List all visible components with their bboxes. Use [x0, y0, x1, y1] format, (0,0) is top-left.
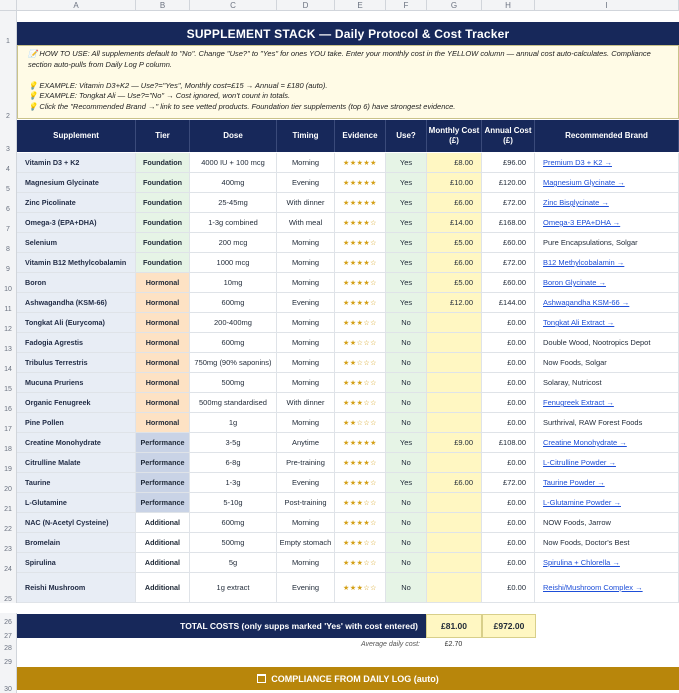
monthly-cost-input[interactable]: £6.00: [427, 253, 482, 273]
monthly-cost-input[interactable]: [427, 513, 482, 533]
how-to-use-note: [17, 45, 679, 119]
evidence-rating[interactable]: ★★★☆☆: [335, 533, 386, 553]
tier-badge[interactable]: Hormonal: [136, 413, 190, 433]
brand-cell[interactable]: [535, 213, 679, 233]
dose-cell[interactable]: 200-400mg: [190, 313, 277, 333]
evidence-rating[interactable]: ★★★☆☆: [335, 313, 386, 333]
monthly-cost-input[interactable]: [427, 313, 482, 333]
row-number[interactable]: 18: [0, 433, 17, 453]
annual-cost-cell[interactable]: £0.00: [482, 393, 535, 413]
evidence-rating[interactable]: ★★☆☆☆: [335, 353, 386, 373]
annual-cost-cell[interactable]: £0.00: [482, 513, 535, 533]
monthly-cost-input[interactable]: £10.00: [427, 173, 482, 193]
evidence-rating[interactable]: ★★★☆☆: [335, 573, 386, 603]
row-number[interactable]: 4: [0, 153, 17, 173]
use-dropdown[interactable]: No: [386, 453, 427, 473]
brand-cell[interactable]: Pure Encapsulations, Solgar: [535, 233, 679, 253]
tier-badge[interactable]: Hormonal: [136, 393, 190, 413]
supplement-name[interactable]: Spirulina: [17, 553, 136, 573]
timing-cell[interactable]: Evening: [277, 473, 335, 493]
supplement-name[interactable]: Pine Pollen: [17, 413, 136, 433]
header-tier: Tier: [136, 120, 190, 152]
timing-cell[interactable]: With meal: [277, 213, 335, 233]
annual-cost-cell[interactable]: £72.00: [482, 193, 535, 213]
brand-cell[interactable]: [535, 173, 679, 193]
brand-cell[interactable]: Surthrival, RAW Forest Foods: [535, 413, 679, 433]
row-number[interactable]: 20: [0, 473, 17, 493]
monthly-cost-input[interactable]: [427, 533, 482, 553]
use-dropdown[interactable]: No: [386, 493, 427, 513]
brand-link[interactable]: Spirulina + Chlorella →: [543, 558, 620, 567]
column-header-d[interactable]: D: [277, 0, 335, 11]
tier-badge[interactable]: Foundation: [136, 213, 190, 233]
evidence-rating[interactable]: ★★★★☆: [335, 233, 386, 253]
timing-cell[interactable]: Morning: [277, 413, 335, 433]
monthly-cost-input[interactable]: £6.00: [427, 193, 482, 213]
timing-cell[interactable]: Pre-training: [277, 453, 335, 473]
supplement-name[interactable]: Creatine Monohydrate: [17, 433, 136, 453]
monthly-cost-input[interactable]: [427, 553, 482, 573]
annual-cost-cell[interactable]: £0.00: [482, 413, 535, 433]
tier-badge[interactable]: Foundation: [136, 193, 190, 213]
timing-cell[interactable]: Morning: [277, 253, 335, 273]
tier-badge[interactable]: Foundation: [136, 153, 190, 173]
timing-cell[interactable]: Morning: [277, 513, 335, 533]
use-dropdown[interactable]: Yes: [386, 433, 427, 453]
supplement-name[interactable]: Zinc Picolinate: [17, 193, 136, 213]
compliance-label: COMPLIANCE FROM DAILY LOG (auto): [271, 673, 439, 684]
monthly-cost-input[interactable]: £5.00: [427, 273, 482, 293]
tier-badge[interactable]: Foundation: [136, 253, 190, 273]
brand-cell[interactable]: [535, 313, 679, 333]
note-line: 💡 EXAMPLE: Tongkat Ali — Use?="No" → Cost ignored, won't count in totals.: [28, 91, 291, 101]
dose-cell[interactable]: 25-45mg: [190, 193, 277, 213]
brand-link[interactable]: Ashwagandha KSM-66 →: [543, 298, 630, 307]
dose-cell[interactable]: 600mg: [190, 293, 277, 313]
dose-cell[interactable]: 600mg: [190, 333, 277, 353]
evidence-rating[interactable]: ★★★★★: [335, 173, 386, 193]
use-dropdown[interactable]: No: [386, 313, 427, 333]
average-daily-cost-label: Average daily cost:: [360, 641, 420, 648]
evidence-rating[interactable]: ★★★☆☆: [335, 553, 386, 573]
brand-cell[interactable]: Double Wood, Nootropics Depot: [535, 333, 679, 353]
dose-cell[interactable]: 750mg (90% saponins): [190, 353, 277, 373]
use-dropdown[interactable]: Yes: [386, 173, 427, 193]
row-number[interactable]: 3: [0, 120, 17, 153]
brand-cell[interactable]: [535, 153, 679, 173]
supplement-name[interactable]: Bromelain: [17, 533, 136, 553]
dose-cell[interactable]: 200 mcg: [190, 233, 277, 253]
tier-badge[interactable]: Foundation: [136, 173, 190, 193]
use-dropdown[interactable]: Yes: [386, 473, 427, 493]
brand-cell[interactable]: Now Foods, Solgar: [535, 353, 679, 373]
total-costs-label: TOTAL COSTS (only supps marked 'Yes' with cost entered): [17, 614, 426, 638]
evidence-rating[interactable]: ★★★★★: [335, 193, 386, 213]
tier-badge[interactable]: Hormonal: [136, 293, 190, 313]
supplement-name[interactable]: Tongkat Ali (Eurycoma): [17, 313, 136, 333]
timing-cell[interactable]: Post-training: [277, 493, 335, 513]
timing-cell[interactable]: With dinner: [277, 193, 335, 213]
column-header-i[interactable]: I: [535, 0, 679, 11]
dose-cell[interactable]: 6-8g: [190, 453, 277, 473]
row-number[interactable]: 10: [0, 273, 17, 293]
header-timing: Timing: [277, 120, 335, 152]
use-dropdown[interactable]: Yes: [386, 293, 427, 313]
column-header-h[interactable]: H: [482, 0, 535, 11]
brand-link[interactable]: Creatine Monohydrate →: [543, 438, 627, 447]
use-dropdown[interactable]: Yes: [386, 273, 427, 293]
timing-cell[interactable]: Evening: [277, 293, 335, 313]
tier-badge[interactable]: Hormonal: [136, 353, 190, 373]
row-number[interactable]: 12: [0, 313, 17, 333]
column-header-f[interactable]: F: [386, 0, 427, 11]
row-number[interactable]: 29: [0, 652, 17, 666]
evidence-rating[interactable]: ★★☆☆☆: [335, 333, 386, 353]
use-dropdown[interactable]: Yes: [386, 233, 427, 253]
brand-cell[interactable]: [535, 573, 679, 603]
use-dropdown[interactable]: Yes: [386, 253, 427, 273]
annual-cost-cell[interactable]: £0.00: [482, 333, 535, 353]
row-number[interactable]: 9: [0, 253, 17, 273]
annual-cost-cell[interactable]: £60.00: [482, 273, 535, 293]
brand-cell[interactable]: [535, 273, 679, 293]
note-line: section auto-pulls from Daily Log P column.: [28, 59, 172, 69]
brand-cell[interactable]: [535, 433, 679, 453]
brand-link[interactable]: L-Glutamine Powder →: [543, 498, 621, 507]
row-number[interactable]: 22: [0, 513, 17, 533]
note-line: [28, 70, 668, 81]
header-supplement: Supplement: [17, 120, 136, 152]
sheet-title: SUPPLEMENT STACK — Daily Protocol & Cost Tracker: [17, 22, 679, 45]
brand-cell[interactable]: [535, 193, 679, 213]
row-number[interactable]: 21: [0, 493, 17, 513]
dose-cell[interactable]: 5-10g: [190, 493, 277, 513]
annual-cost-cell[interactable]: £0.00: [482, 493, 535, 513]
supplement-name[interactable]: Vitamin B12 Methylcobalamin: [17, 253, 136, 273]
tier-badge[interactable]: Additional: [136, 513, 190, 533]
brand-link[interactable]: B12 Methylcobalamin →: [543, 258, 625, 267]
brand-cell[interactable]: NOW Foods, Jarrow: [535, 513, 679, 533]
use-dropdown[interactable]: No: [386, 393, 427, 413]
annual-cost-cell[interactable]: £0.00: [482, 573, 535, 603]
dose-cell[interactable]: 4000 IU + 100 mcg: [190, 153, 277, 173]
tier-badge[interactable]: Performance: [136, 433, 190, 453]
column-header-e[interactable]: E: [335, 0, 386, 11]
brand-cell[interactable]: Solaray, Nutricost: [535, 373, 679, 393]
timing-cell[interactable]: With dinner: [277, 393, 335, 413]
note-line: 💡 Click the "Recommended Brand →" link to see vetted products. Foundation tier supplements (top 6) have strongest evidence.: [28, 101, 456, 111]
header-brand: Recommended Brand: [535, 120, 679, 152]
tier-badge[interactable]: Hormonal: [136, 373, 190, 393]
row-number[interactable]: 19: [0, 453, 17, 473]
supplement-name[interactable]: Reishi Mushroom: [17, 573, 136, 603]
row-number[interactable]: 15: [0, 373, 17, 393]
annual-cost-cell[interactable]: £72.00: [482, 253, 535, 273]
brand-cell[interactable]: [535, 293, 679, 313]
use-dropdown[interactable]: No: [386, 573, 427, 603]
annual-cost-cell[interactable]: £144.00: [482, 293, 535, 313]
annual-cost-cell[interactable]: £96.00: [482, 153, 535, 173]
dose-cell[interactable]: 500mg: [190, 533, 277, 553]
dose-cell[interactable]: 600mg: [190, 513, 277, 533]
timing-cell[interactable]: Morning: [277, 353, 335, 373]
row-number[interactable]: 25: [0, 573, 17, 603]
compliance-section-header: [17, 667, 679, 690]
tier-badge[interactable]: Performance: [136, 493, 190, 513]
dose-cell[interactable]: 1-3g combined: [190, 213, 277, 233]
supplement-name[interactable]: Citrulline Malate: [17, 453, 136, 473]
timing-cell[interactable]: Morning: [277, 373, 335, 393]
monthly-cost-input[interactable]: £14.00: [427, 213, 482, 233]
calendar-icon: [257, 674, 266, 683]
brand-link[interactable]: Reishi/Mushroom Complex →: [543, 583, 643, 592]
row-number[interactable]: 30: [0, 666, 17, 693]
dose-cell[interactable]: 500mg standardised: [190, 393, 277, 413]
brand-cell[interactable]: Now Foods, Doctor's Best: [535, 533, 679, 553]
annual-cost-cell[interactable]: £0.00: [482, 313, 535, 333]
monthly-cost-input[interactable]: [427, 413, 482, 433]
brand-cell[interactable]: [535, 473, 679, 493]
row-number[interactable]: 16: [0, 393, 17, 413]
supplement-name[interactable]: Fadogia Agrestis: [17, 333, 136, 353]
dose-cell[interactable]: 400mg: [190, 173, 277, 193]
annual-cost-cell[interactable]: £0.00: [482, 533, 535, 553]
brand-link[interactable]: Omega-3 EPA+DHA →: [543, 218, 621, 227]
timing-cell[interactable]: Evening: [277, 173, 335, 193]
brand-cell[interactable]: [535, 253, 679, 273]
tier-badge[interactable]: Hormonal: [136, 273, 190, 293]
annual-cost-cell[interactable]: £108.00: [482, 433, 535, 453]
supplement-name[interactable]: NAC (N-Acetyl Cysteine): [17, 513, 136, 533]
row-number[interactable]: 27: [0, 626, 17, 640]
tier-badge[interactable]: Hormonal: [136, 313, 190, 333]
brand-cell[interactable]: [535, 393, 679, 413]
supplement-name[interactable]: Mucuna Pruriens: [17, 373, 136, 393]
brand-cell[interactable]: [535, 453, 679, 473]
evidence-rating[interactable]: ★★★★☆: [335, 453, 386, 473]
brand-cell[interactable]: [535, 493, 679, 513]
corner-cell[interactable]: [0, 0, 17, 11]
timing-cell[interactable]: Morning: [277, 313, 335, 333]
dose-cell[interactable]: 500mg: [190, 373, 277, 393]
evidence-rating[interactable]: ★★★★★: [335, 433, 386, 453]
evidence-rating[interactable]: ★★★★☆: [335, 293, 386, 313]
annual-cost-cell[interactable]: £168.00: [482, 213, 535, 233]
use-dropdown[interactable]: No: [386, 373, 427, 393]
annual-cost-cell[interactable]: £0.00: [482, 553, 535, 573]
row-number[interactable]: 26: [0, 613, 17, 626]
timing-cell[interactable]: Morning: [277, 153, 335, 173]
monthly-cost-input[interactable]: [427, 333, 482, 353]
dose-cell[interactable]: 1g: [190, 413, 277, 433]
brand-link[interactable]: Premium D3 + K2 →: [543, 158, 612, 167]
row-number[interactable]: 13: [0, 333, 17, 353]
timing-cell[interactable]: Morning: [277, 333, 335, 353]
tier-badge[interactable]: Performance: [136, 473, 190, 493]
use-dropdown[interactable]: No: [386, 413, 427, 433]
supplement-name[interactable]: Boron: [17, 273, 136, 293]
header-dose: Dose: [190, 120, 277, 152]
monthly-cost-input[interactable]: [427, 393, 482, 413]
annual-cost-cell[interactable]: £72.00: [482, 473, 535, 493]
row-number[interactable]: 6: [0, 193, 17, 213]
monthly-cost-input[interactable]: £6.00: [427, 473, 482, 493]
brand-link[interactable]: Tongkat Ali Extract →: [543, 318, 615, 327]
supplement-name[interactable]: Magnesium Glycinate: [17, 173, 136, 193]
timing-cell[interactable]: Anytime: [277, 433, 335, 453]
use-dropdown[interactable]: No: [386, 513, 427, 533]
column-header-a[interactable]: A: [17, 0, 136, 11]
header-annual: Annual Cost (£): [482, 120, 535, 152]
annual-cost-cell[interactable]: £0.00: [482, 353, 535, 373]
evidence-rating[interactable]: ★★★★☆: [335, 213, 386, 233]
dose-cell[interactable]: 10mg: [190, 273, 277, 293]
row-number[interactable]: 5: [0, 173, 17, 193]
use-dropdown[interactable]: No: [386, 533, 427, 553]
row-number[interactable]: 17: [0, 413, 17, 433]
header-evidence: Evidence: [335, 120, 386, 152]
dose-cell[interactable]: 1000 mcg: [190, 253, 277, 273]
monthly-cost-input[interactable]: [427, 493, 482, 513]
use-dropdown[interactable]: Yes: [386, 213, 427, 233]
header-use: Use?: [386, 120, 427, 152]
total-annual-cost[interactable]: £972.00: [482, 614, 536, 638]
row-number[interactable]: 23: [0, 533, 17, 553]
timing-cell[interactable]: Evening: [277, 573, 335, 603]
timing-cell[interactable]: Morning: [277, 273, 335, 293]
brand-link[interactable]: Taurine Powder →: [543, 478, 605, 487]
brand-link[interactable]: Zinc Bisglycinate →: [543, 198, 609, 207]
tier-badge[interactable]: Additional: [136, 573, 190, 603]
annual-cost-cell[interactable]: £0.00: [482, 453, 535, 473]
dose-cell[interactable]: 1g extract: [190, 573, 277, 603]
monthly-cost-input[interactable]: [427, 373, 482, 393]
timing-cell[interactable]: Morning: [277, 233, 335, 253]
tier-badge[interactable]: Performance: [136, 453, 190, 473]
use-dropdown[interactable]: No: [386, 353, 427, 373]
evidence-rating[interactable]: ★★★★☆: [335, 253, 386, 273]
tier-badge[interactable]: Foundation: [136, 233, 190, 253]
tier-badge[interactable]: Additional: [136, 553, 190, 573]
evidence-rating[interactable]: ★★★☆☆: [335, 393, 386, 413]
brand-cell[interactable]: [535, 553, 679, 573]
tier-badge[interactable]: Hormonal: [136, 333, 190, 353]
timing-cell[interactable]: Morning: [277, 553, 335, 573]
row-number[interactable]: 14: [0, 353, 17, 373]
evidence-rating[interactable]: ★★★★☆: [335, 273, 386, 293]
row-number[interactable]: 1: [0, 11, 17, 45]
row-number[interactable]: 28: [0, 640, 17, 652]
dose-cell[interactable]: 5g: [190, 553, 277, 573]
supplement-name[interactable]: Omega-3 (EPA+DHA): [17, 213, 136, 233]
column-header-b[interactable]: B: [136, 0, 190, 11]
use-dropdown[interactable]: No: [386, 553, 427, 573]
row-number[interactable]: 11: [0, 293, 17, 313]
monthly-cost-input[interactable]: [427, 353, 482, 373]
dose-cell[interactable]: 3-5g: [190, 433, 277, 453]
column-header-c[interactable]: C: [190, 0, 277, 11]
header-monthly: Monthly Cost (£): [427, 120, 482, 152]
note-line: 📝 HOW TO USE: All supplements default to "No". Change "Use?" to "Yes" for ones YOU take. Enter your monthly cost in the YELLOW column — annual cost auto-calculates. Compliance: [28, 49, 651, 58]
supplement-name[interactable]: Organic Fenugreek: [17, 393, 136, 413]
brand-link[interactable]: L-Citrulline Powder →: [543, 458, 616, 467]
use-dropdown[interactable]: Yes: [386, 193, 427, 213]
monthly-cost-input[interactable]: £12.00: [427, 293, 482, 313]
evidence-rating[interactable]: ★★★★☆: [335, 473, 386, 493]
supplement-name[interactable]: Vitamin D3 + K2: [17, 153, 136, 173]
monthly-cost-input[interactable]: £5.00: [427, 233, 482, 253]
supplement-name[interactable]: Taurine: [17, 473, 136, 493]
row-number[interactable]: 24: [0, 553, 17, 573]
evidence-rating[interactable]: ★★★★☆: [335, 513, 386, 533]
dose-cell[interactable]: 1-3g: [190, 473, 277, 493]
monthly-cost-input[interactable]: [427, 573, 482, 603]
brand-link[interactable]: Boron Glycinate →: [543, 278, 606, 287]
timing-cell[interactable]: Empty stomach: [277, 533, 335, 553]
annual-cost-cell[interactable]: £120.00: [482, 173, 535, 193]
brand-link[interactable]: Magnesium Glycinate →: [543, 178, 625, 187]
monthly-cost-input[interactable]: [427, 453, 482, 473]
monthly-cost-input[interactable]: £9.00: [427, 433, 482, 453]
row-number[interactable]: 8: [0, 233, 17, 253]
row-number[interactable]: 2: [0, 45, 17, 120]
evidence-rating[interactable]: ★★★★★: [335, 153, 386, 173]
column-header-g[interactable]: G: [427, 0, 482, 11]
tier-badge[interactable]: Additional: [136, 533, 190, 553]
brand-link[interactable]: Fenugreek Extract →: [543, 398, 614, 407]
evidence-rating[interactable]: ★★★☆☆: [335, 373, 386, 393]
annual-cost-cell[interactable]: £0.00: [482, 373, 535, 393]
use-dropdown[interactable]: Yes: [386, 153, 427, 173]
supplement-name[interactable]: L-Glutamine: [17, 493, 136, 513]
supplement-name[interactable]: Ashwagandha (KSM-66): [17, 293, 136, 313]
use-dropdown[interactable]: No: [386, 333, 427, 353]
row-number[interactable]: 7: [0, 213, 17, 233]
evidence-rating[interactable]: ★★☆☆☆: [335, 413, 386, 433]
note-line: 💡 EXAMPLE: Vitamin D3+K2 — Use?="Yes", Monthly cost=£15 → Annual = £180 (auto).: [28, 80, 328, 90]
supplement-name[interactable]: Tribulus Terrestris: [17, 353, 136, 373]
monthly-cost-input[interactable]: £8.00: [427, 153, 482, 173]
annual-cost-cell[interactable]: £60.00: [482, 233, 535, 253]
average-daily-cost-value[interactable]: £2.70: [444, 641, 463, 648]
total-monthly-cost[interactable]: £81.00: [426, 614, 482, 638]
evidence-rating[interactable]: ★★★☆☆: [335, 493, 386, 513]
supplement-name[interactable]: Selenium: [17, 233, 136, 253]
